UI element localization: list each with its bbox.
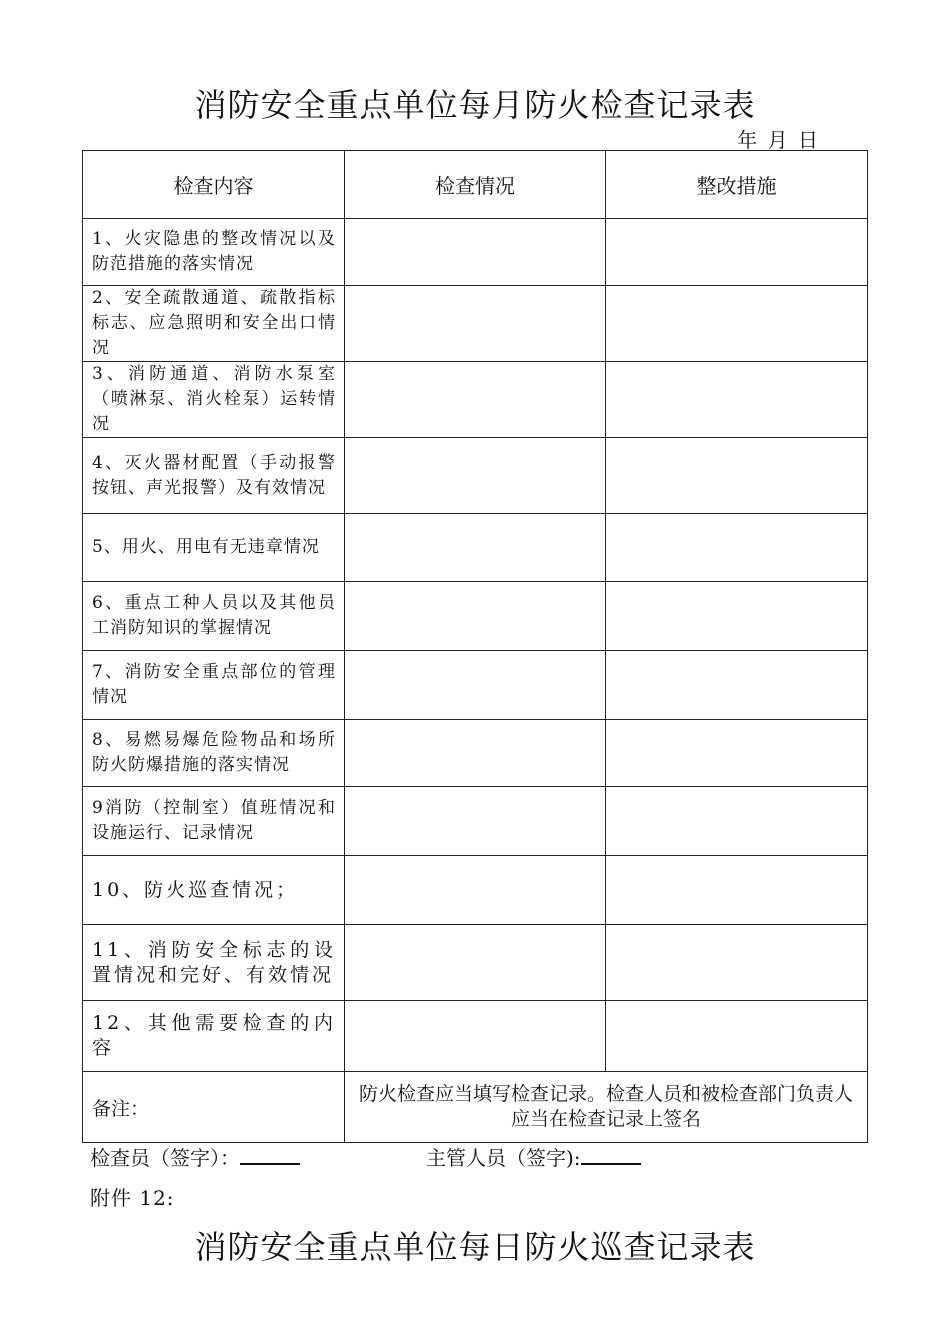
status-cell[interactable] [345,286,606,362]
status-cell[interactable] [345,856,606,925]
date-line: 年 月 日 [737,128,820,152]
status-cell[interactable] [345,1001,606,1072]
table-row [83,219,868,286]
table-row [83,514,868,582]
status-cell[interactable] [345,651,606,720]
status-cell[interactable] [345,362,606,438]
inspection-table [82,150,868,1143]
table-row [83,720,868,787]
status-cell[interactable] [345,219,606,286]
measures-cell[interactable] [606,720,868,787]
status-cell[interactable] [345,438,606,514]
measures-cell[interactable] [606,438,868,514]
check-item: 11、消防安全标志的设置情况和完好、有效情况 [83,925,345,1001]
table-header-row [83,151,868,219]
check-item: 6、重点工种人员以及其他员工消防知识的掌握情况 [83,582,345,651]
column-header-status: 检查情况 [345,151,606,219]
table-row [83,286,868,362]
table-row [83,856,868,925]
table-row [83,787,868,856]
table-row [83,1001,868,1072]
supervisor-signature-line[interactable] [581,1145,641,1165]
check-item: 3、消防通道、消防水泵室（喷淋泵、消火栓泵）运转情况 [83,362,345,438]
check-item: 2、安全疏散通道、疏散指标标志、应急照明和安全出口情况 [83,286,345,362]
measures-cell[interactable] [606,856,868,925]
check-item: 12、其他需要检查的内容 [83,1001,345,1072]
check-item: 5、用火、用电有无违章情况 [83,514,345,582]
measures-cell[interactable] [606,514,868,582]
check-item: 1、火灾隐患的整改情况以及防范措施的落实情况 [83,219,345,286]
inspector-signature [90,1142,300,1171]
supervisor-signature-label: 主管人员（签字): [426,1146,581,1170]
table-row [83,582,868,651]
status-cell[interactable] [345,720,606,787]
measures-cell[interactable] [606,651,868,720]
table-row [83,651,868,720]
status-cell[interactable] [345,787,606,856]
column-header-measures: 整改措施 [606,151,868,219]
status-cell[interactable] [345,582,606,651]
next-page-title: 消防安全重点单位每日防火巡查记录表 [194,1228,756,1266]
measures-cell[interactable] [606,1001,868,1072]
note-text: 防火检查应当填写检查记录。检查人员和被检查部门负责人应当在检查记录上签名 [345,1072,868,1143]
measures-cell[interactable] [606,219,868,286]
measures-cell[interactable] [606,286,868,362]
table-row [83,438,868,514]
attachment-label: 附件 12: [90,1186,175,1210]
note-label: 备注： [83,1072,345,1143]
status-cell[interactable] [345,514,606,582]
check-item: 8、易燃易爆危险物品和场所防火防爆措施的落实情况 [83,720,345,787]
column-header-content: 检查内容 [83,151,345,219]
page-title: 消防安全重点单位每月防火检查记录表 [194,86,756,124]
inspector-signature-label: 检查员（签字）： [90,1146,240,1170]
check-item: 9消防（控制室）值班情况和设施运行、记录情况 [83,787,345,856]
check-item: 10、防火巡查情况； [83,856,345,925]
status-cell[interactable] [345,925,606,1001]
table-row [83,362,868,438]
table-row [83,925,868,1001]
measures-cell[interactable] [606,582,868,651]
note-row [83,1072,868,1143]
check-item: 7、消防安全重点部位的管理情况 [83,651,345,720]
inspector-signature-line[interactable] [240,1145,300,1165]
measures-cell[interactable] [606,787,868,856]
supervisor-signature [426,1142,641,1171]
measures-cell[interactable] [606,362,868,438]
measures-cell[interactable] [606,925,868,1001]
check-item: 4、灭火器材配置（手动报警按钮、声光报警）及有效情况 [83,438,345,514]
